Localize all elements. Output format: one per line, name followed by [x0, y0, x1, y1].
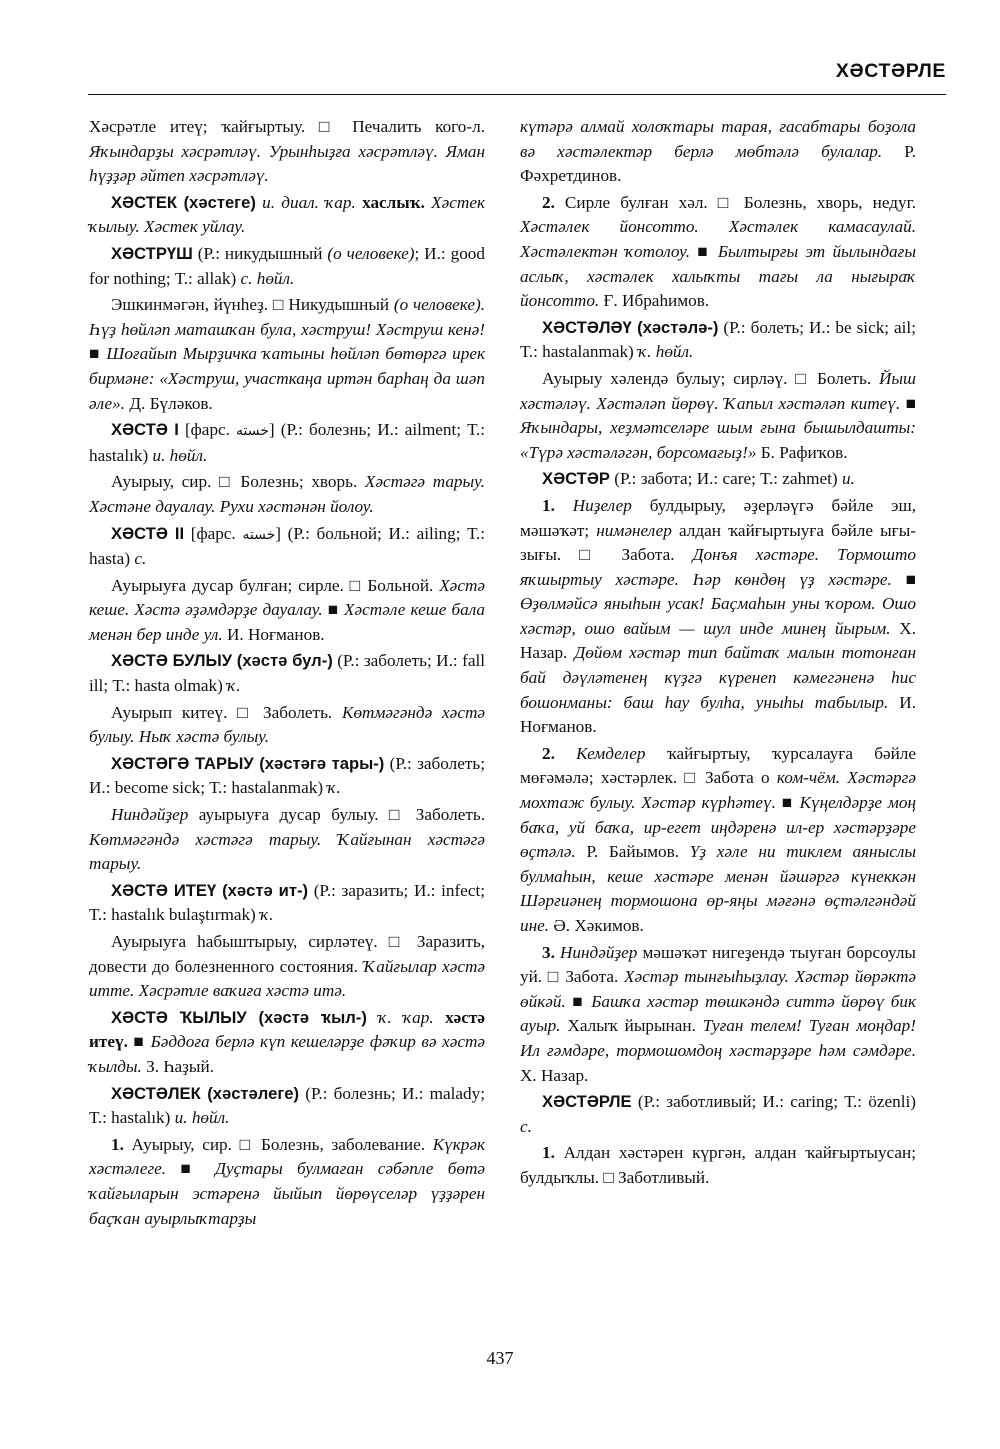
entry-khasta-2-sense: Ауырыуға дусар булған; сирле. □ Больной. Хәстә кеше. Хәстә әҙәмдәрҙе дауалау. ■ Хәстәле кеше бала менән бер инде ул. И. Ноғманов. — [89, 575, 485, 644]
entry-khastar-sense-3: 3. Ниндәйҙер мәшәҡәт нигеҙендә тыуған борсоулы уй. □ Забота. Хәстәр тынғыһыҙлау. Хәстәр йөрәктә өйкәй. ■ Башҡа хәстәр төшкәндә ситтә йөрөү бик ауыр. Халыҡ йырынан. Туған телем! Туған моңдар! Ил ғәмдәре, тормошомдоң хәстәрҙәре һәм сәмдәре. Х. Назар. — [520, 942, 916, 1085]
entry-khastalek-continuation: күтәрә алмай холоҡтары тарая, ғасабтары боҙола вә хәстәлектәр берлә мөбтәлә булалар. Р. Фәхретдинов. — [520, 117, 916, 186]
entry-khastar: ХӘСТӘР (Р.: забота; И.: care; Т.: zahmet) и. — [542, 469, 855, 489]
entry-khastarle-sense-1: 1. Алдан хәстәрен күргән, алдан ҡайғыртыусан; булдыҡлы. □ Заботливый. — [520, 1143, 916, 1187]
entry-khastek: ХӘСТЕК (хәстеге) и. диал. ҡар. хаслыҡ. Хәстек ҡылыу. Хәстек уйлау. — [89, 192, 485, 237]
entry-khasta-bulyu-sense: Ауырып китеү. □ Заболеть. Көтмәгәндә хәстә булыу. Ныҡ хәстә булыу. — [89, 702, 485, 747]
running-head: ХӘСТӘРЛЕ — [835, 60, 946, 82]
entry-khastalau-sense: Ауырыу хәлендә булыу; сирләү. □ Болеть. Йыш хәстәләү. Хәстәләп йөрөү. Ҡапыл хәстәләп китеү. ■ Яҡындары, хеҙмәтселәре шым ғына бышылдашты: «Түрә хәстәләгән, борсомағыҙ!» Б. Рафиҡов. — [520, 368, 916, 462]
entry-khastarle: ХӘСТӘРЛЕ (Р.: заботливый; И.: caring; Т.: özenli) с. — [520, 1092, 916, 1136]
entry-khastaga-taryu: ХӘСТӘГӘ ТАРЫУ (хәстәгә тары-) (Р.: заболеть; И.: become sick; Т.: hastalanmak) ҡ. — [89, 753, 485, 798]
entry-khastar-sense-2: 2. Кемделер ҡайғыртыу, ҡурсалауға бәйле мөғәмәлә; хәстәрлек. □ Забота о ком-чём. Хәстәргә мохтаж булыу. Хәстәр күрһәтеү. ■ Күңелдәрҙе моң баҡа, уй баҡа, ир-егет иңдәренә ил-ер хәстәрҙәре өҫтәлә. Р. Байымов. Үҙ хәле ни тиклем аяныслы булмаһын, кеше хәстәре менән йәшәргә күнеккән Шәрғиәнең тормошона өр-яңы мәғәнә өҫтәлгәндәй ине. Ә. Хәкимов. — [520, 743, 916, 935]
entry-khasta-iteu-sense: Ауырыуға һабыштырыу, сирләтеү. □ Заразить, довести до болезненного состояния. Ҡайғылар хәстә итте. Хәсрәтле ваҡиға хәстә итә. — [89, 932, 485, 1001]
entry-khasta-bulyu: ХӘСТӘ БУЛЫУ (хәстә бул-) (Р.: заболеть; И.: fall ill; Т.: hasta olmak) ҡ. — [89, 651, 485, 696]
entry-khastalek: ХӘСТӘЛЕК (хәстәлеге) (Р.: болезнь; И.: malady; Т.: hastalık) и. һөйл. — [89, 1083, 485, 1128]
entry-khastalek-sense-1: 1. Ауырыу, сир. □ Болезнь, заболевание. Күкрәк хәстәлеге. ■ Дуҫтары булмаған сәбәпле бөтә ҡайғыларын эстәренә йыйып йөрөүселәр үҙҙәрен баҫҡан ауырлыҡтарҙы — [89, 1134, 485, 1228]
page-header — [88, 58, 946, 95]
entry-khasta-kylyu: ХӘСТӘ ҠЫЛЫУ (хәстә ҡыл-) ҡ. ҡар. хәстә итеү. ■ Бәддоға берлә күп кешеләрҙе фәҡир вә хәстә ҡылды. З. Һаҙый. — [89, 1007, 485, 1076]
entry-continuation: Хәсрәтле итеү; ҡайғыртыу. □ Печалить кого-л. Яҡындарҙы хәсрәтләү. Урынһыҙға хәсрәтләү. Яман һүҙҙәр әйтеп хәсрәтләү. — [89, 117, 485, 186]
entry-khastar-sense-1: 1. Ниҙелер булдырыу, әҙерләүгә бәйле эш, мәшәҡәт; нимәнелер алдан ҡайғыртыуға бәйле ығы-зығы. □ Забота. Донъя хәстәре. Тормошто яҡшыртыу хәстәре. Һәр көндөң үҙ хәстәре. ■ Өҙөлмәйсә яныһын усак! Баҫмаһын уны ҡором. Ошо хәстәр, ошо вайым — шул инде минең йырым. Х. Назар. Дөйөм хәстәр тип байтаҡ малын тотонған бай дәүләтенең күҙгә күренеп кәмегәненә һис бошонманы: баш һау булһа, уныһы табылыр. И. Ноғманов. — [520, 495, 917, 737]
left-column — [89, 115, 485, 1233]
entry-khastaga-taryu-sense: Ниндәйҙер ауырыуға дусар булыу. □ Заболеть. Көтмәгәндә хәстәгә тарыу. Ҡайғынан хәстәгә тарыу. — [89, 805, 485, 874]
right-column — [520, 115, 916, 1193]
entry-khastalau: ХӘСТӘЛӘҮ (хәстәлә-) (Р.: болеть; И.: be sick; ail; Т.: hastalanmak) ҡ. һөйл. — [520, 317, 916, 362]
entry-khasta-1-sense: Ауырыу, сир. □ Болезнь; хворь. Хәстәгә тарыу. Хәстәне дауалау. Рухи хәстәнән йолоу. — [89, 472, 485, 516]
entry-khasta-iteu: ХӘСТӘ ИТЕҮ (хәстә ит-) (Р.: заразить; И.: infect; Т.: hastalık bulaştırmak) ҡ. — [89, 880, 485, 925]
entry-khastalek-sense-2: 2. Сирле булған хәл. □ Болезнь, хворь, недуг. Хәстәлек йонсотто. Хәстәлек камасаулай. Хәстәлектән ҡотолоу. ■ Былтырғы эт йылындағы аслыҡ, хәстәлек халыҡты тағы ла нығыраҡ йонсотто. Ғ. Ибраһимов. — [520, 192, 916, 311]
entry-khastrush-sense: Эшкинмәгән, йүнһеҙ. □ Никудышный (о человеке). Һүҙ һөйләп маташҡан була, хәструш! Хәструш кенә! ■ Шоғайып Мырҙичка ҡатыны һөйләп бөтөргә ирек бирмәне: «Хәструш, участкаңа иртән барһаң да шәп әле». Д. Бүләков. — [89, 295, 485, 413]
entry-khastrush: ХӘСТРҮШ (Р.: никудышный (о человеке); И.: good for nothing; Т.: allak) с. һөйл. — [89, 243, 485, 288]
page-number: 437 — [486, 1348, 514, 1368]
entry-khasta-1: ХӘСТӘ I [фарс. خسته] (Р.: болезнь; И.: ailment; Т.: hastalık) и. һөйл. — [89, 420, 486, 465]
entry-khasta-2: ХӘСТӘ II [фарс. خسته] (Р.: больной; И.: ailing; Т.: hasta) с. — [89, 523, 485, 569]
